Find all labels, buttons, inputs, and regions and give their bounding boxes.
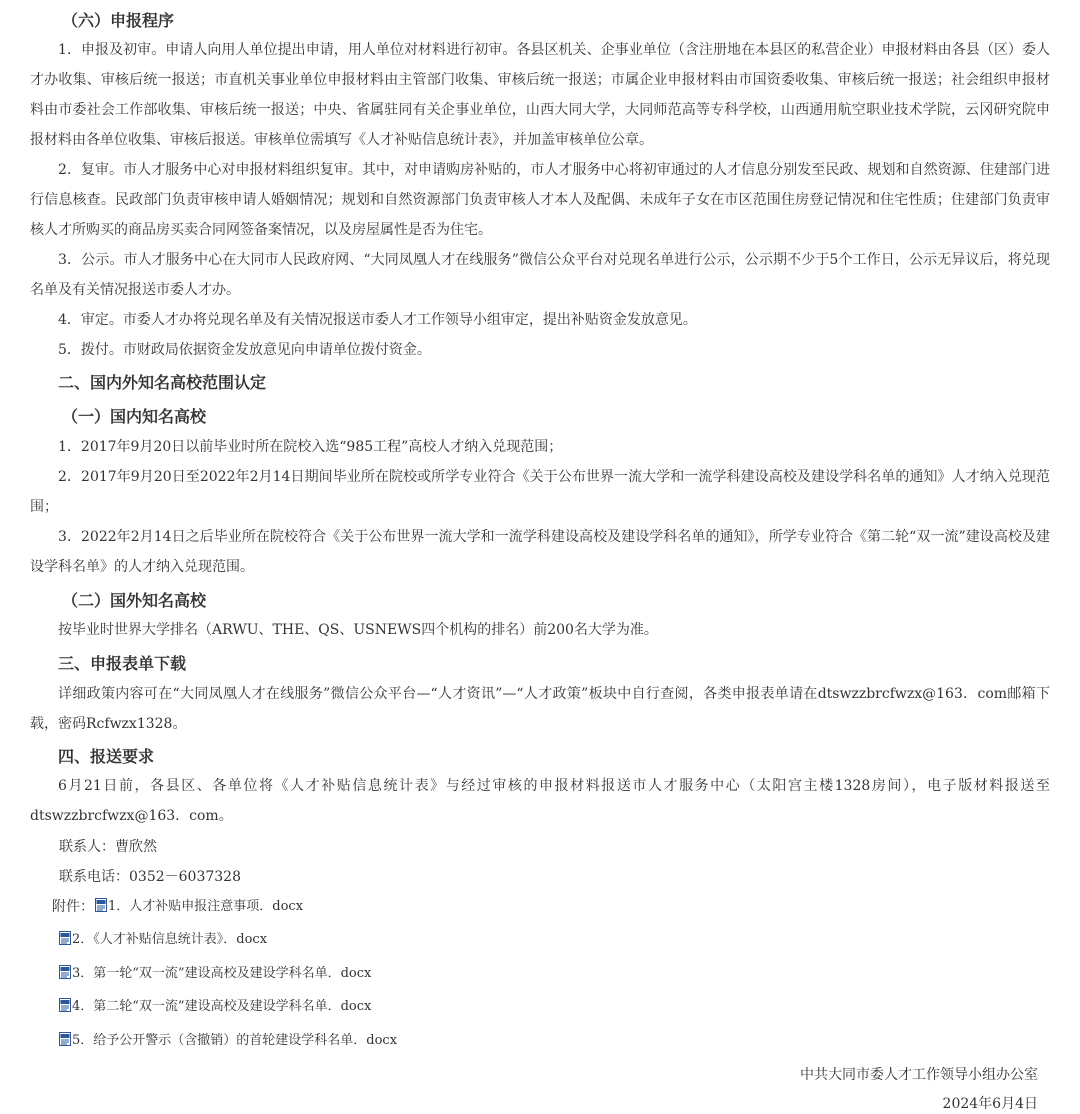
section-2-1-title: （一）国内知名高校 (62, 407, 207, 426)
paragraph-publicity: 3．公示。市人才服务中心在大同市人民政府网、“大同凤凰人才在线服务”微信公众平台对兑现名单进行公示，公示期不少于5个工作日，公示无异议后，将兑现名单及有关情况报送市委人才办。 (30, 252, 1050, 298)
signature-organization: 中共大同市委人才工作领导小组办公室 (800, 1067, 1038, 1083)
section-2-title: 二、国内外知名高校范围认定 (58, 373, 267, 392)
section-4-title: 四、报送要求 (58, 747, 155, 766)
word-doc-icon (59, 1032, 71, 1046)
paragraph-re-review: 2．复审。市人才服务中心对申报材料组织复审。其中，对申请购房补贴的，市人才服务中心将初审通过的人才信息分别发至民政、规划和自然资源、住建部门进行信息核查。民政部门负责审核申请人婚姻情况；规划和自然资源部门负责审核人才本人及配偶、未成年子女在市区范围住房登记情况和住宅性质；住建部门负责审核人才所购买的商品房买卖合同网签备案情况，以及房屋属性是否为住宅。 (30, 162, 1050, 238)
paragraph-approval: 4．审定。市委人才办将兑现名单及有关情况报送市委人才工作领导小组审定，提出补贴资金发放意见。 (58, 312, 697, 328)
attachments-label: 附件： (52, 899, 94, 915)
attachment-name: 2．《人才补贴信息统计表》．docx (72, 932, 268, 947)
paragraph-domestic-1: 1．2017年9月20日以前毕业时所在院校入选“985工程”高校人才纳入兑现范围； (58, 439, 563, 455)
attachment-link-1[interactable] (95, 897, 303, 917)
attachment-link-2[interactable] (59, 930, 267, 950)
word-doc-icon (59, 965, 71, 979)
paragraph-submission: 6月21日前，各县区、各单位将《人才补贴信息统计表》与经过审核的申报材料报送市人才服务中心（太阳宫主楼1328房间），电子版材料报送至dtswzzbrcfwzx@163．com。 (30, 778, 1050, 824)
paragraph-forms-download: 详细政策内容可在“大同凤凰人才在线服务”微信公众平台—“人才资讯”—“人才政策”板块中自行查阅，各类申报表单请在dtswzzbrcfwzx@163．com邮箱下载，密码Rcfwzx1328。 (30, 686, 1050, 732)
attachment-name: 3．第一轮“双一流”建设高校及建设学科名单．docx (72, 966, 372, 981)
paragraph-foreign: 按毕业时世界大学排名（ARWU、THE、QS、USNEWS四个机构的排名）前200名大学为准。 (58, 622, 658, 638)
attachment-link-3[interactable] (59, 964, 371, 984)
section-2-2-title: （二）国外知名高校 (62, 591, 207, 610)
paragraph-application-initial-review: 1．申报及初审。申请人向用人单位提出申请，用人单位对材料进行初审。各县区机关、企事业单位（含注册地在本县区的私营企业）申报材料由各县（区）委人才办收集、审核后统一报送；市直机关事业单位申报材料由主管部门收集、审核后统一报送；市属企业申报材料由市国资委收集、审核后统一报送；社会组织申报材料由市委社会工作部收集、审核后统一报送；中央、省属驻同有关企事业单位，山西大同大学，大同师范高等专科学校，山西通用航空职业技术学院，云冈研究院申报材料由各单位收集、审核后报送。审核单位需填写《人才补贴信息统计表》，并加盖审核单位公章。 (30, 42, 1050, 148)
contact-person: 联系人：曹欣然 (59, 839, 157, 855)
attachment-link-4[interactable] (59, 997, 371, 1017)
contact-phone: 联系电话：0352－6037328 (59, 869, 241, 885)
word-doc-icon (59, 998, 71, 1012)
section-6-title: （六）申报程序 (62, 11, 175, 30)
attachment-name: 5．给予公开警示（含撤销）的首轮建设学科名单．docx (72, 1033, 398, 1048)
signature-date: 2024年6月4日 (942, 1096, 1038, 1112)
paragraph-domestic-3: 3．2022年2月14日之后毕业所在院校符合《关于公布世界一流大学和一流学科建设高校及建设学科名单的通知》，所学专业符合《第二轮“双一流”建设高校及建设学科名单》的人才纳入兑现范围。 (30, 529, 1050, 575)
word-doc-icon (59, 931, 71, 945)
section-3-title: 三、申报表单下载 (58, 654, 187, 673)
attachment-name: 1．人才补贴申报注意事项．docx (108, 899, 304, 914)
paragraph-domestic-2: 2．2017年9月20日至2022年2月14日期间毕业所在院校或所学专业符合《关于公布世界一流大学和一流学科建设高校及建设学科名单的通知》人才纳入兑现范围； (30, 469, 1050, 515)
attachment-name: 4．第二轮“双一流”建设高校及建设学科名单．docx (72, 999, 372, 1014)
attachment-link-5[interactable] (59, 1031, 397, 1051)
paragraph-disbursement: 5．拨付。市财政局依据资金发放意见向申请单位拨付资金。 (58, 342, 431, 358)
word-doc-icon (95, 898, 107, 912)
